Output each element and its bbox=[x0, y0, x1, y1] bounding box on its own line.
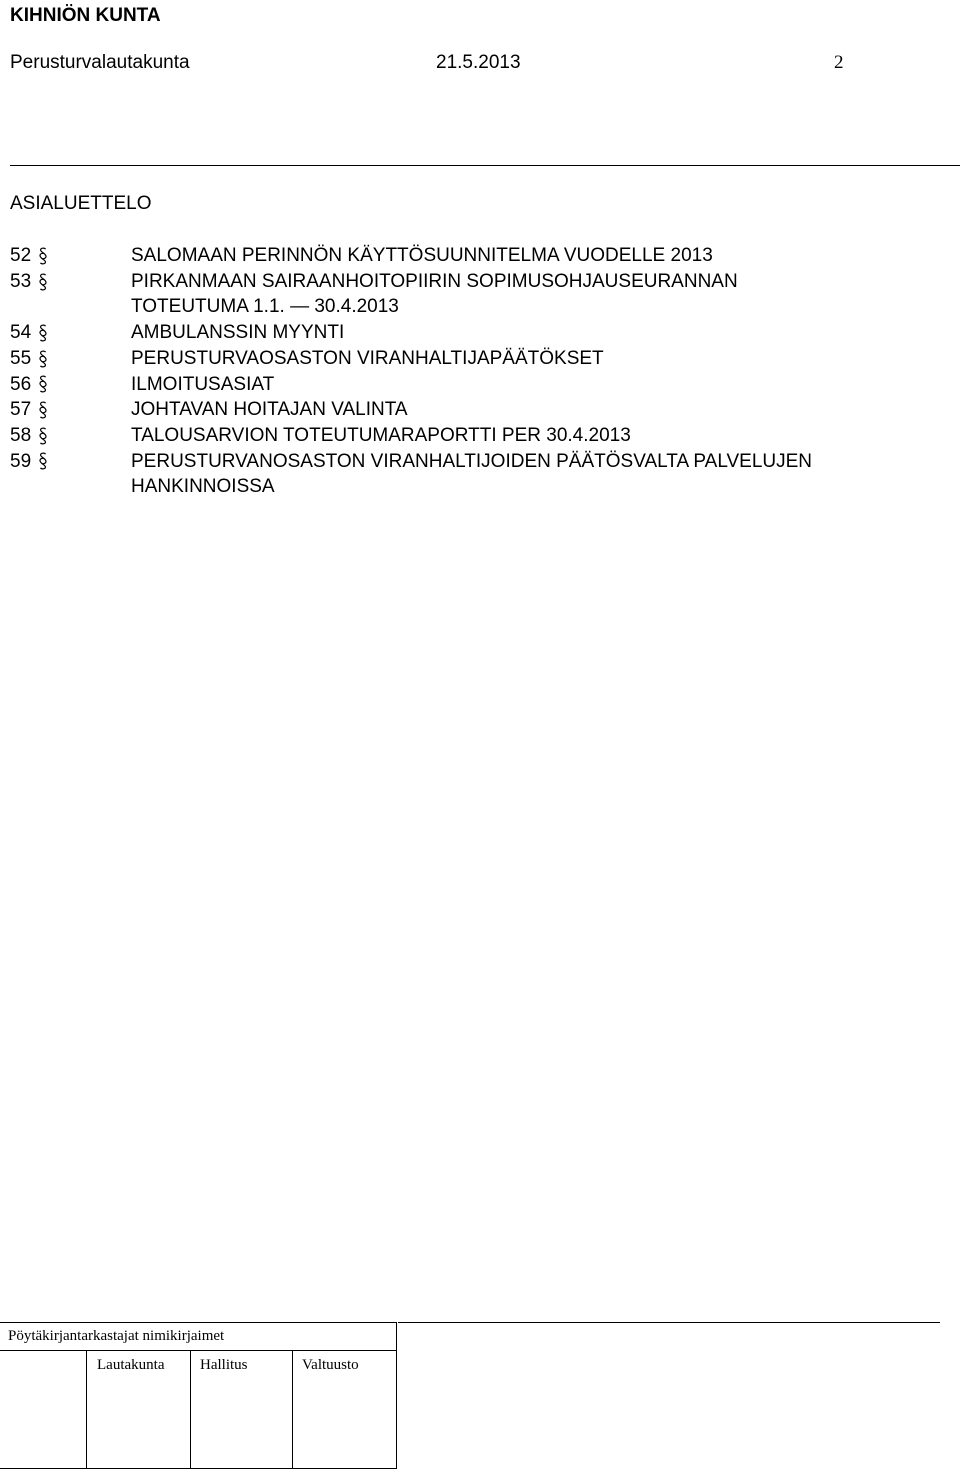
section-sign-icon bbox=[37, 374, 49, 394]
toc-item-title-line: TOTEUTUMA 1.1. — 30.4.2013 bbox=[131, 296, 399, 318]
toc-item-number bbox=[10, 423, 49, 449]
toc-item-number-text: 56 bbox=[10, 373, 32, 395]
footer-top-rule bbox=[398, 1322, 940, 1323]
toc-item-title-line: PERUSTURVANOSASTON VIRANHALTIJOIDEN PÄÄTÖSVALTA PALVELUJEN bbox=[131, 450, 813, 472]
toc-item-title-line: TALOUSARVION TOTEUTUMARAPORTTI PER 30.4.2013 bbox=[131, 424, 631, 446]
toc-list bbox=[10, 243, 955, 500]
section-sign-icon bbox=[37, 349, 49, 369]
section-sign-icon bbox=[37, 323, 49, 343]
toc-item-title-line: PIRKANMAAN SAIRAANHOITOPIIRIN SOPIMUSOHJAUSEURANNAN bbox=[131, 270, 738, 292]
column-separator bbox=[190, 1350, 191, 1469]
section-sign-icon bbox=[37, 400, 49, 420]
toc-item-title-line: ILMOITUSASIAT bbox=[131, 373, 275, 395]
column-label-lautakunta: Lautakunta bbox=[97, 1357, 165, 1373]
toc-item bbox=[10, 346, 955, 372]
toc-item-title-line: PERUSTURVAOSASTON VIRANHALTIJAPÄÄTÖKSET bbox=[131, 347, 604, 369]
board-name: Perusturvalautakunta bbox=[10, 52, 190, 73]
column-separator bbox=[292, 1350, 293, 1469]
toc-item bbox=[10, 372, 955, 398]
toc-item-number bbox=[10, 397, 49, 423]
toc-item-number bbox=[10, 346, 49, 372]
column-separator bbox=[86, 1350, 87, 1469]
toc-item-title-line: HANKINNOISSA bbox=[131, 476, 275, 498]
header-divider bbox=[10, 165, 960, 166]
toc-item-number bbox=[10, 269, 49, 295]
toc-item-number bbox=[10, 243, 49, 269]
toc-item-number-text: 57 bbox=[10, 399, 32, 421]
signature-footer bbox=[0, 1322, 398, 1470]
column-label-valtuusto: Valtuusto bbox=[302, 1357, 359, 1373]
toc-item bbox=[10, 320, 955, 346]
toc-item-number-text: 58 bbox=[10, 424, 32, 446]
toc-item bbox=[10, 449, 955, 500]
organization-name: KIHNIÖN KUNTA bbox=[10, 5, 161, 26]
toc-item-number-text: 54 bbox=[10, 322, 32, 344]
column-label-hallitus: Hallitus bbox=[200, 1357, 248, 1373]
toc-item-title-line: AMBULANSSIN MYYNTI bbox=[131, 322, 345, 344]
section-sign-icon bbox=[37, 451, 49, 471]
page-number: 2 bbox=[834, 52, 844, 73]
toc-item-number-text: 59 bbox=[10, 450, 32, 472]
meeting-date: 21.5.2013 bbox=[436, 52, 521, 73]
toc-item-number-text: 52 bbox=[10, 245, 32, 266]
signature-row-divider bbox=[0, 1350, 397, 1351]
toc-title: ASIALUETTELO bbox=[10, 193, 152, 214]
toc-item-number-text: 53 bbox=[10, 270, 32, 292]
signatures-label: Pöytäkirjantarkastajat nimikirjaimet bbox=[8, 1328, 225, 1344]
toc-item bbox=[10, 397, 955, 423]
toc-item bbox=[10, 243, 955, 269]
toc-item bbox=[10, 423, 955, 449]
toc-item-title-line: JOHTAVAN HOITAJAN VALINTA bbox=[131, 399, 408, 421]
toc-item-title-line: SALOMAAN PERINNÖN KÄYTTÖSUUNNITELMA VUODELLE 2013 bbox=[131, 245, 713, 266]
toc-item-number-text: 55 bbox=[10, 347, 32, 369]
toc-item-number bbox=[10, 320, 49, 346]
section-sign-icon bbox=[37, 272, 49, 292]
toc-item bbox=[10, 269, 955, 320]
toc-item-number bbox=[10, 449, 49, 475]
section-sign-icon bbox=[37, 426, 49, 446]
toc-item-number bbox=[10, 372, 49, 398]
section-sign-icon bbox=[37, 246, 49, 266]
